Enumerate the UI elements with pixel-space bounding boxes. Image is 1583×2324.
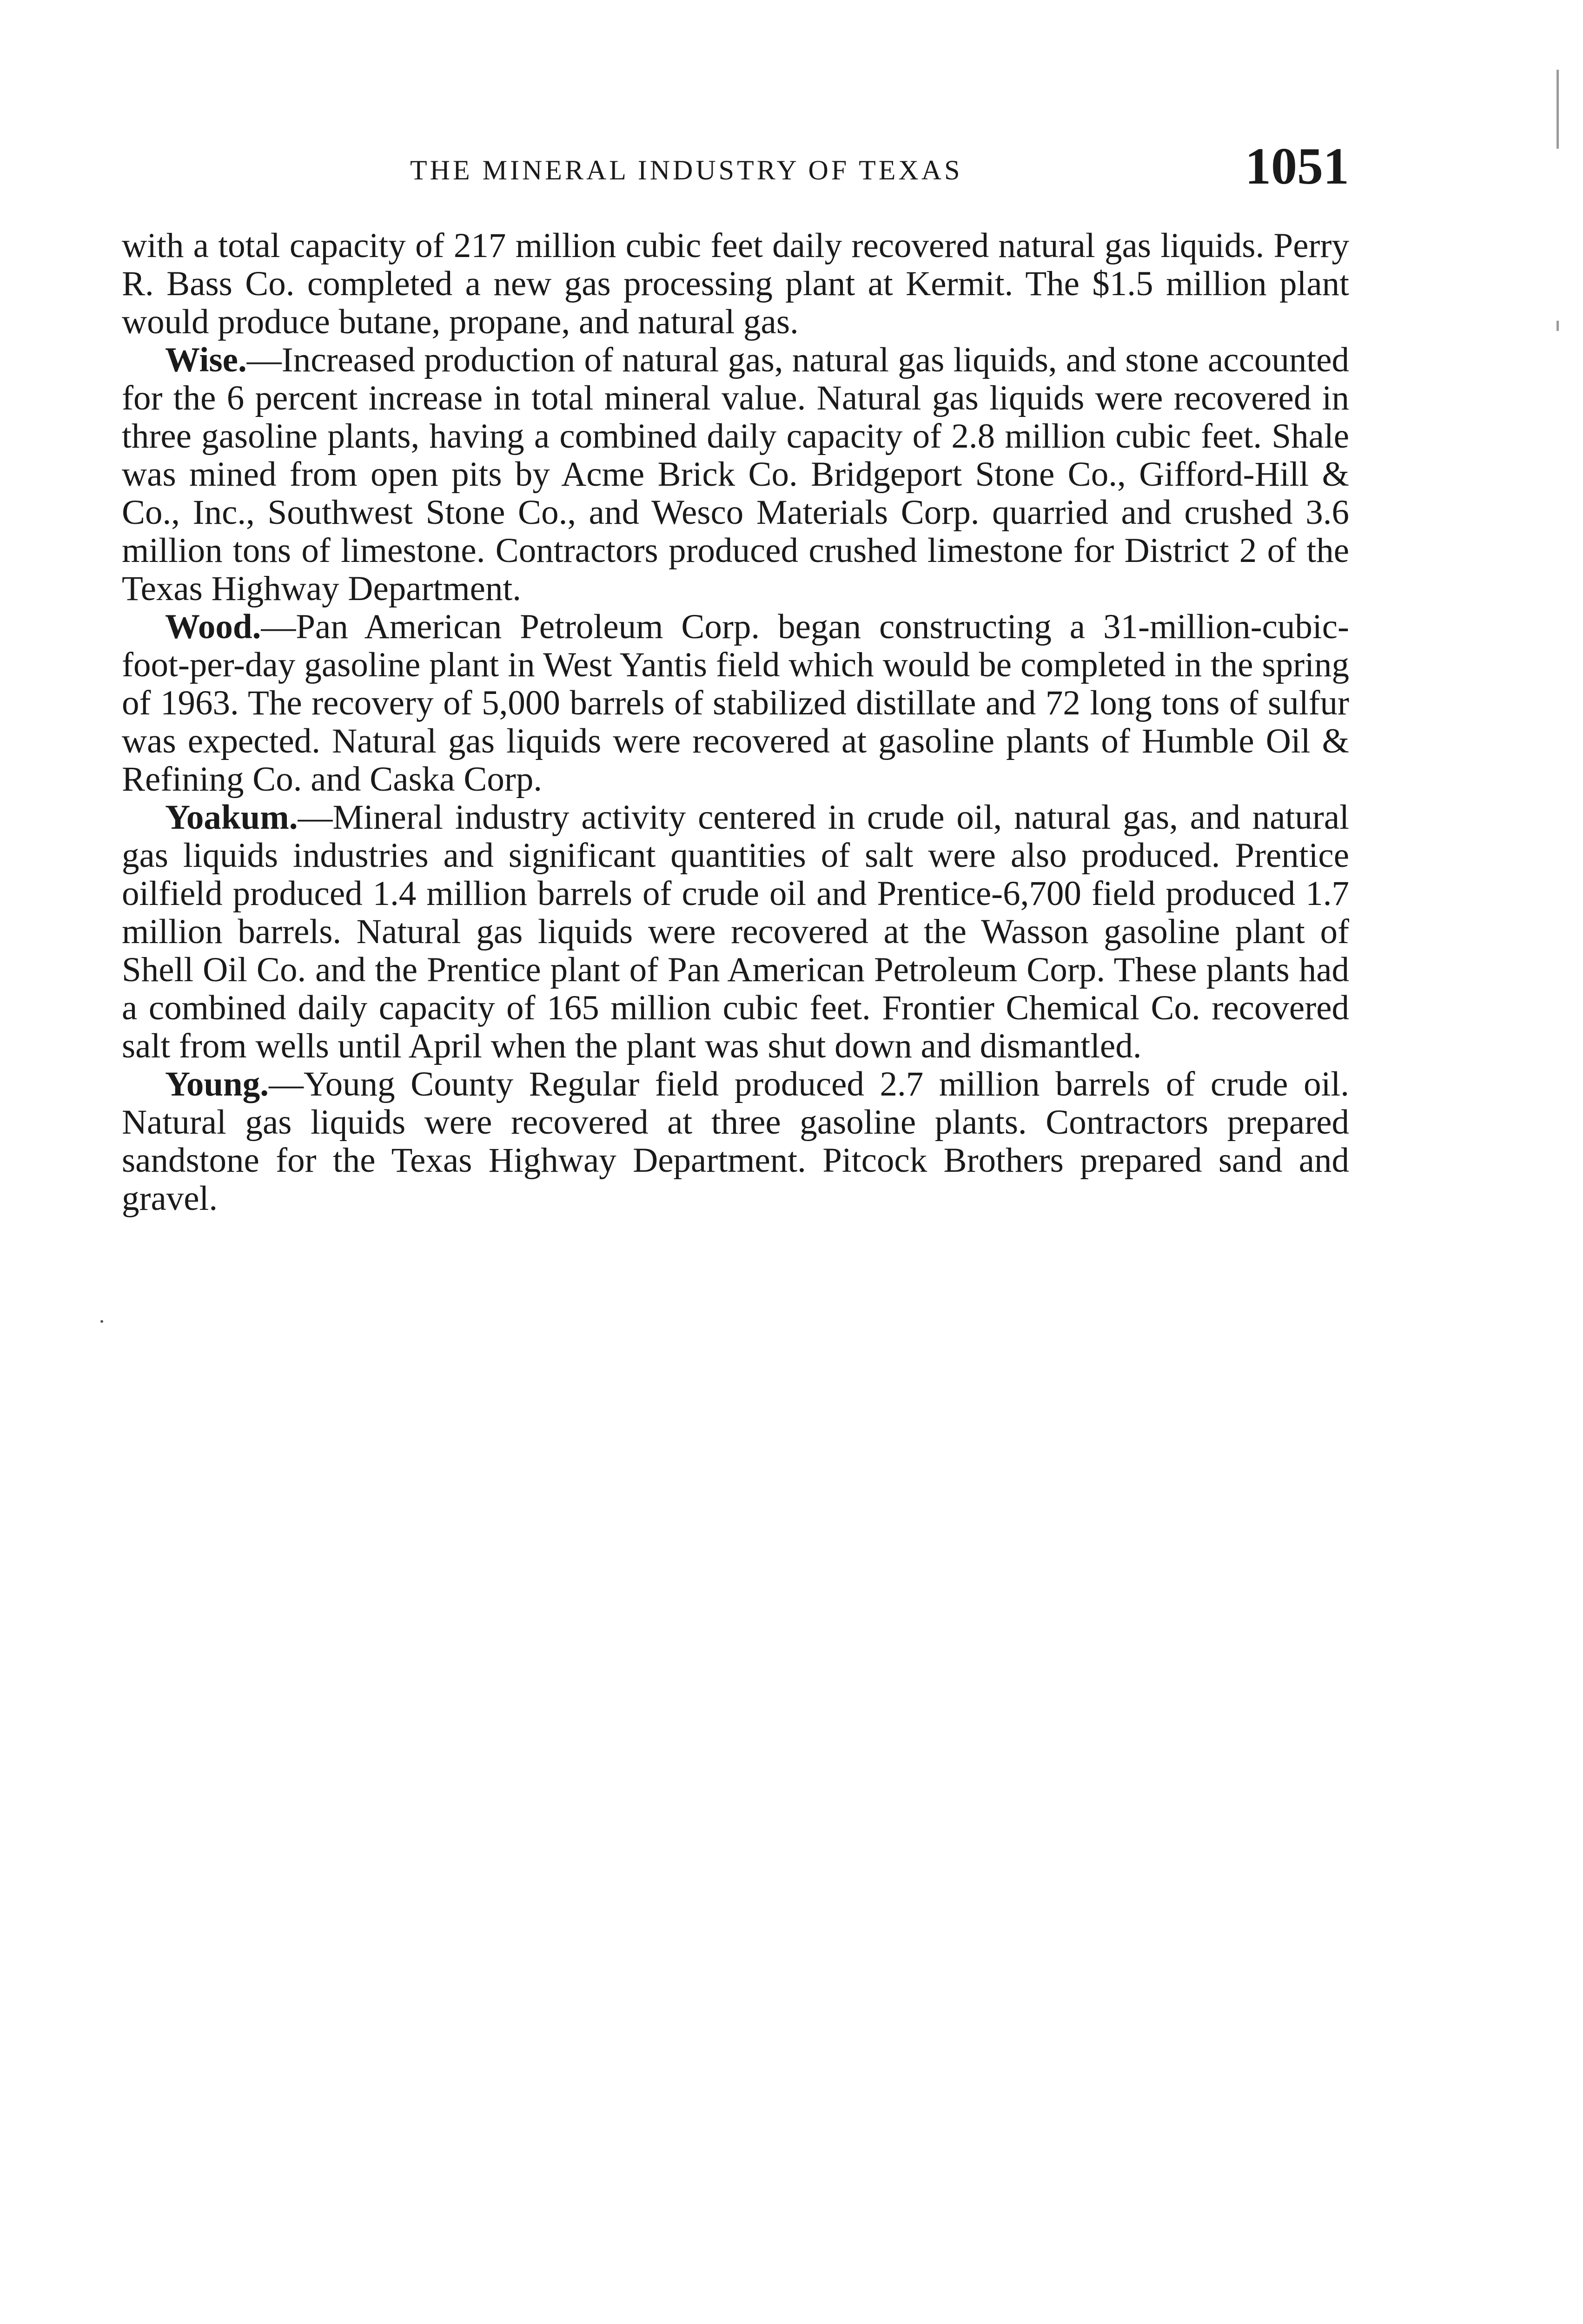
county-heading: Wise. — [165, 341, 247, 379]
county-paragraph-yoakum — [122, 799, 1349, 1065]
county-text: —Pan American Petroleum Corp. began constructing a 31-million-cubic-foot-per-day gasoline plant in West Yantis field which would be completed in the spring of 1963. The recovery of 5,000 barrels of stabilized distillate and 72 long tons of sulfur was expected. Natural gas liquids were recovered at gasoline plants of Humble Oil & Refining Co. and Caska Corp. — [122, 607, 1349, 799]
county-text: —Mineral industry activity centered in crude oil, natural gas, and natural gas liquids industries and significant quantities of salt were also produced. Prentice oilfield produced 1.4 million barrels of crude oil and Prentice-6,700 field produced 1.7 million barrels. Natural gas liquids were recovered at the Wasson gasoline plant of Shell Oil Co. and the Prentice plant of Pan American Petroleum Corp. These plants had a combined daily capacity of 165 million cubic feet. Frontier Chemical Co. recovered salt from wells until April when the plant was shut down and dismantled. — [122, 798, 1349, 1065]
page-edge-mark — [1557, 70, 1559, 149]
county-text: —Young County Regular field produced 2.7 million barrels of crude oil. Natural gas liquids were recovered at three gasoline plants. Contractors prepared sandstone for the Texas Highway Department. Pitcock Brothers prepared sand and gravel. — [122, 1065, 1349, 1218]
county-heading: Young. — [165, 1065, 269, 1103]
county-heading: Wood. — [165, 607, 261, 646]
stray-print-mark — [100, 1320, 103, 1323]
county-text: —Increased production of natural gas, natural gas liquids, and stone accounted for the 6 percent increase in total mineral value. Natural gas liquids were recovered in three gasoline plants, having a combined daily capacity of 2.8 million cubic feet. Shale was mined from open pits by Acme Brick Co. Bridgeport Stone Co., Gifford-Hill & Co., Inc., Southwest Stone Co., and Wesco Materials Corp. quarried and crushed 3.6 million tons of limestone. Contractors produced crushed limestone for District 2 of the Texas Highway Department. — [122, 341, 1349, 608]
continuation-paragraph: with a total capacity of 217 million cubic feet daily recovered natural gas liquids. Perry R. Bass Co. completed a new gas processing plant at Kermit. The $1.5 million plant would produce butane, propane, and natural gas. — [122, 226, 1349, 341]
county-paragraph-young — [122, 1065, 1349, 1218]
running-head — [122, 140, 1349, 196]
county-paragraph-wise — [122, 341, 1349, 608]
page-number: 1051 — [1245, 138, 1349, 195]
running-title: THE MINERAL INDUSTRY OF TEXAS — [410, 155, 963, 185]
page-edge-mark — [1557, 321, 1559, 331]
county-paragraph-wood — [122, 608, 1349, 799]
body-text — [122, 227, 1349, 1218]
county-heading: Yoakum. — [165, 798, 298, 837]
